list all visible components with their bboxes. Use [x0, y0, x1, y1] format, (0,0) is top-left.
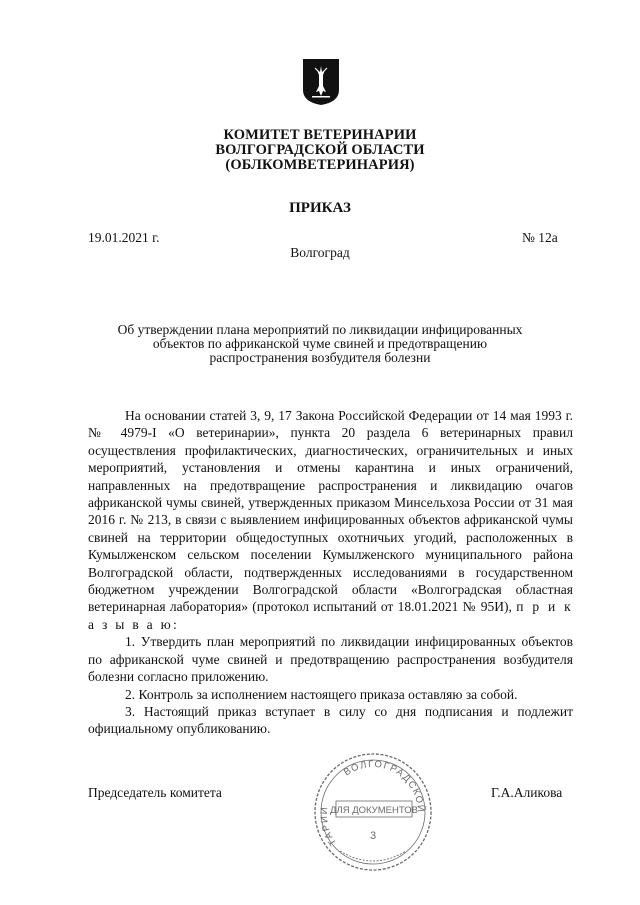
- stamp-number: 3: [369, 830, 377, 842]
- signatory-title: Председатель комитета: [88, 785, 222, 800]
- subject-line-2: объектов по африканской чуме свиней и предотвращению: [152, 336, 488, 351]
- item-1: 1. Утвердить план мероприятий по ликвидации инфицированных объектов по африканской чуме свиней и предотвращению распространения возбудителя болезни согласно приложению.: [88, 634, 573, 685]
- order-number: № 12а: [522, 230, 558, 245]
- subject-line-1: Об утверждении плана мероприятий по ликвидации инфицированных: [117, 322, 523, 337]
- coat-of-arms-icon: [302, 58, 340, 106]
- subject-line-3: распространения возбудителя болезни: [209, 350, 431, 365]
- organization-name: [0, 128, 640, 173]
- org-line-1: КОМИТЕТ ВЕТЕРИНАРИИ: [223, 127, 417, 143]
- item-3: 3. Настоящий приказ вступает в силу со дня подписания и подлежит официальному опубликованию.: [88, 703, 573, 737]
- stamp-inner-text: ДЛЯ ДОКУМЕНТОВ: [330, 805, 418, 816]
- order-city: Волгоград: [290, 245, 350, 260]
- order-date: 19.01.2021 г.: [88, 230, 160, 245]
- item-2: 2. Контроль за исполнением настоящего приказа оставляю за собой.: [125, 686, 518, 702]
- org-line-3: (ОБЛКОМВЕТЕРИНАРИЯ): [225, 157, 415, 173]
- preamble-text: На основании статей 3, 9, 17 Закона Российской Федерации от 14 мая 1993 г. № 4979-I «О ветеринарии», пункта 20 раздела 6 ветеринарных правил осуществления профилактических, диагностических, ограничительных и иных мероприятий, установления и отмены карантина и иных ограничений, направленных на предотвращение распространения и ликвидацию очагов африканской чумы свиней, утвержденных приказом Минсельхоза России от 31 мая 2016 г. № 213, в связи с выявлением инфицированных объектов африканской чумы свиней на территории общедоступных охотничьих угодий, расположенных в Кумылженском сельском поселении Кумылженского муниципального района Волгоградской области, подтвержденных исследованиями в государственном бюджетном учреждении Волгоградской области «Волгоградская областная ветеринарная лаборатория» (протокол испытаний от 18.01.2021 № 95И),: [88, 408, 573, 615]
- order-body: [88, 407, 573, 738]
- preamble-paragraph: [88, 407, 573, 633]
- stamp-outer-text: ВОЛГОГРАДСКОЙ: [342, 758, 427, 814]
- signatory-name: Г.А.Аликова: [491, 785, 563, 800]
- round-stamp: [310, 747, 436, 877]
- stamp-left-text: ТАРИИ: [318, 805, 339, 848]
- order-subject: [90, 323, 550, 365]
- document-type: ПРИКАЗ: [289, 200, 351, 216]
- decree-word: п р и к а з ы в а ю:: [88, 599, 574, 632]
- org-line-2: ВОЛГОГРАДСКОЙ ОБЛАСТИ: [215, 142, 425, 158]
